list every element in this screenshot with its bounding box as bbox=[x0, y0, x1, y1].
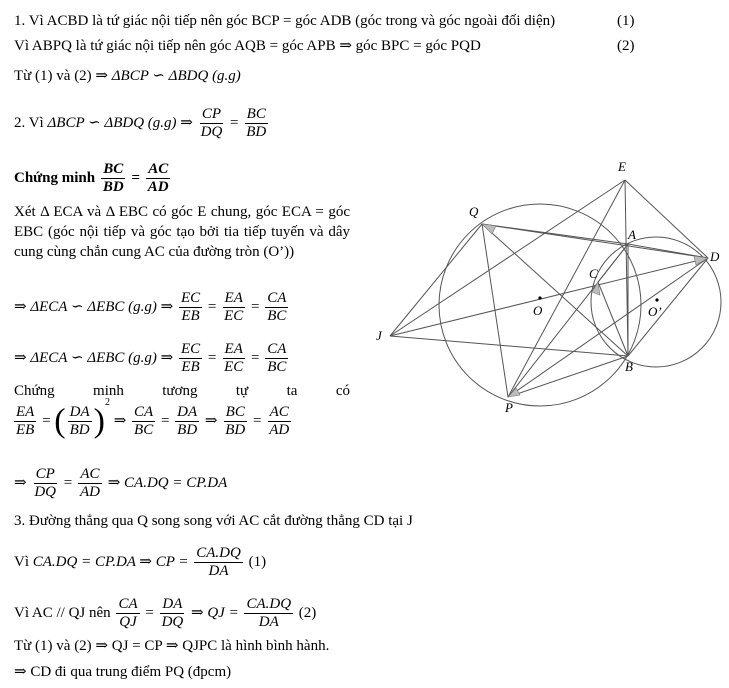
segment-pe bbox=[508, 180, 625, 397]
label-e: E bbox=[618, 159, 626, 174]
implies: ⇒ bbox=[160, 349, 174, 366]
segment-ed bbox=[625, 180, 708, 258]
part3-line5: ⇒ CD đi qua trung điểm PQ (đpcm) bbox=[14, 664, 232, 680]
fraction-ea-ec: $\frac{EA}{EC}$ bbox=[224, 341, 244, 375]
segment-pd bbox=[508, 258, 708, 397]
line3-math: ΔBCP ∽ ΔBDQ (g.g) bbox=[111, 68, 241, 84]
circle-o bbox=[439, 204, 641, 406]
fraction-bc-bd: $\frac{BC}{BD}$ bbox=[246, 106, 267, 140]
part1-line3 bbox=[14, 66, 241, 86]
part3-line3 bbox=[14, 596, 316, 631]
label-d: D bbox=[710, 249, 720, 264]
segment-qb bbox=[482, 224, 628, 356]
label-a: A bbox=[628, 227, 636, 242]
angle-mark-p bbox=[508, 388, 520, 397]
label-o-prime: O’ bbox=[648, 304, 662, 319]
parallel-prefix: Vì AC // QJ nên bbox=[14, 604, 111, 621]
close-paren: ) bbox=[93, 402, 105, 440]
segment-eb bbox=[625, 180, 628, 356]
exponent: 2 bbox=[104, 396, 110, 408]
implies: ⇒ bbox=[113, 412, 127, 429]
word: minh bbox=[93, 383, 124, 399]
segment-ad bbox=[628, 244, 708, 258]
similar-eca-ebc: ΔECA ∽ ΔEBC (g.g) bbox=[30, 298, 157, 315]
part3-line4: Từ (1) và (2) ⇒ QJ = CP ⇒ QJPC là hình bình hành. bbox=[14, 638, 330, 654]
cp-expression: CA.DQ = CP.DA ⇒ CP = bbox=[32, 553, 189, 570]
fraction-cadq-da: $\frac{CA.DQ}{DA}$ bbox=[196, 545, 241, 579]
part3-line1: 3. Đường thẳng qua Q song song với AC cắt đường thẳng CD tại J bbox=[14, 513, 413, 529]
word: tự bbox=[235, 383, 249, 399]
segment-jq bbox=[390, 224, 482, 336]
fraction-cp-dq: $\frac{CP}{DQ}$ bbox=[200, 106, 223, 140]
segment-jd bbox=[390, 258, 708, 336]
equals: = bbox=[131, 169, 141, 186]
equals: = bbox=[42, 412, 51, 429]
fraction-bc-bd-bold: $\frac{BC}{BD}$ bbox=[102, 161, 124, 195]
angle-mark-q bbox=[482, 224, 496, 234]
angle-mark-c bbox=[592, 282, 600, 295]
label-p: P bbox=[505, 400, 513, 415]
fraction-cadq-da: $\frac{CA.DQ}{DA}$ bbox=[246, 596, 292, 630]
label-b: B bbox=[625, 359, 633, 374]
fraction-cp-dq: $\frac{CP}{DQ}$ bbox=[34, 466, 56, 500]
fraction-ea-ec: $\frac{EA}{EC}$ bbox=[224, 290, 244, 324]
equals: = bbox=[230, 114, 239, 131]
word: tương bbox=[162, 383, 198, 399]
equals: = bbox=[251, 298, 260, 315]
fraction-ea-eb: $\frac{EA}{EB}$ bbox=[16, 404, 35, 438]
equals: = bbox=[207, 349, 217, 366]
implies: ⇒ bbox=[204, 412, 218, 429]
qj-expression: QJ = bbox=[207, 604, 239, 621]
ref-2: (2) bbox=[298, 604, 317, 621]
line3-prefix: Từ (1) và (2) ⇒ bbox=[14, 68, 108, 84]
fraction-da-bd: $\frac{DA}{BD}$ bbox=[177, 404, 198, 438]
label-c: C bbox=[589, 266, 598, 281]
implies: ⇒ bbox=[160, 298, 174, 315]
similar-line-1 bbox=[14, 290, 290, 325]
label-q: Q bbox=[469, 204, 479, 219]
product-equality: CA.DQ = CP.DA bbox=[124, 474, 228, 491]
fraction-ac-ad: $\frac{AC}{AD}$ bbox=[79, 466, 100, 500]
segment-jb bbox=[390, 336, 628, 356]
implies: ⇒ bbox=[107, 474, 121, 491]
word: có bbox=[335, 383, 350, 399]
segment-pb bbox=[508, 356, 628, 397]
fraction-ec-eb: $\frac{EC}{EB}$ bbox=[180, 290, 201, 324]
fraction-ca-bc: $\frac{CA}{BC}$ bbox=[134, 404, 154, 438]
implies: ⇒ bbox=[14, 349, 27, 366]
point-o-prime bbox=[655, 298, 658, 301]
segment-qp bbox=[482, 224, 508, 397]
prove-label: Chứng minh bbox=[14, 169, 96, 186]
part2-similar: ΔBCP ∽ ΔBDQ (g.g) ⇒ bbox=[47, 114, 193, 131]
segment-pa bbox=[508, 244, 628, 397]
consider-paragraph: Xét Δ ECA và Δ EBC có góc E chung, góc ECA = góc EBC (góc nội tiếp và góc tạo bởi tia tiếp tuyến và dây cung cùng chắn cung AC của đường tròn (O’)) bbox=[14, 204, 350, 260]
ref-1: (1) bbox=[617, 13, 635, 29]
segment-qd bbox=[482, 224, 708, 258]
part1-line1: 1. Vì ACBD là tứ giác nội tiếp nên góc BCP = góc ADB (góc trong và góc ngoài đối diện) bbox=[14, 13, 556, 29]
equals: = bbox=[145, 604, 154, 621]
chain-line bbox=[12, 396, 293, 440]
fraction-ca-qj: $\frac{CA}{QJ}$ bbox=[118, 596, 138, 630]
label-j: J bbox=[376, 328, 382, 343]
similarly-line bbox=[14, 381, 350, 401]
fraction-ec-eb: $\frac{EC}{EB}$ bbox=[180, 341, 201, 375]
part2-line1 bbox=[14, 106, 270, 141]
fraction-bc-bd: $\frac{BC}{BD}$ bbox=[225, 404, 246, 438]
implies: ⇒ bbox=[14, 298, 27, 315]
open-paren: ( bbox=[54, 402, 66, 440]
ref-2: (2) bbox=[617, 38, 635, 54]
segment-ca bbox=[598, 244, 628, 282]
ref-1: (1) bbox=[248, 553, 267, 570]
similar-eca-ebc: ΔECA ∽ ΔEBC (g.g) bbox=[30, 349, 157, 366]
similar-line-2 bbox=[14, 341, 290, 376]
equals: = bbox=[251, 349, 260, 366]
point-o bbox=[538, 296, 541, 299]
prove-heading bbox=[14, 161, 173, 196]
angle-mark-d bbox=[694, 256, 708, 265]
fraction-ac-ad: $\frac{AC}{AD}$ bbox=[269, 404, 290, 438]
conclusion-line bbox=[14, 466, 227, 501]
part2-prefix: 2. Vì bbox=[14, 114, 44, 131]
fraction-da-bd: $\frac{DA}{BD}$ bbox=[69, 404, 90, 438]
word-vi: Vì bbox=[14, 553, 29, 570]
equals: = bbox=[63, 474, 73, 491]
implies: ⇒ bbox=[191, 604, 204, 621]
segment-bd bbox=[628, 258, 708, 356]
word: Chứng bbox=[14, 383, 55, 399]
implies: ⇒ bbox=[14, 474, 27, 491]
part3-line2 bbox=[14, 545, 266, 580]
fraction-ca-bc: $\frac{CA}{BC}$ bbox=[267, 290, 287, 324]
label-o: O bbox=[533, 303, 543, 318]
segment-je bbox=[390, 180, 625, 336]
fraction-ac-ad-bold: $\frac{AC}{AD}$ bbox=[147, 161, 169, 195]
equals: = bbox=[207, 298, 217, 315]
part1-line2: Vì ABPQ là tứ giác nội tiếp nên góc AQB = góc APB ⇒ góc BPC = góc PQD bbox=[14, 38, 481, 54]
circle-o-prime bbox=[591, 237, 721, 367]
word: ta bbox=[286, 383, 298, 399]
segment-cb bbox=[598, 282, 628, 356]
segment-qa bbox=[482, 224, 628, 244]
equals: = bbox=[160, 412, 170, 429]
fraction-da-dq: $\frac{DA}{DQ}$ bbox=[161, 596, 184, 630]
fraction-ca-bc: $\frac{CA}{BC}$ bbox=[267, 341, 287, 375]
equals: = bbox=[253, 412, 262, 429]
